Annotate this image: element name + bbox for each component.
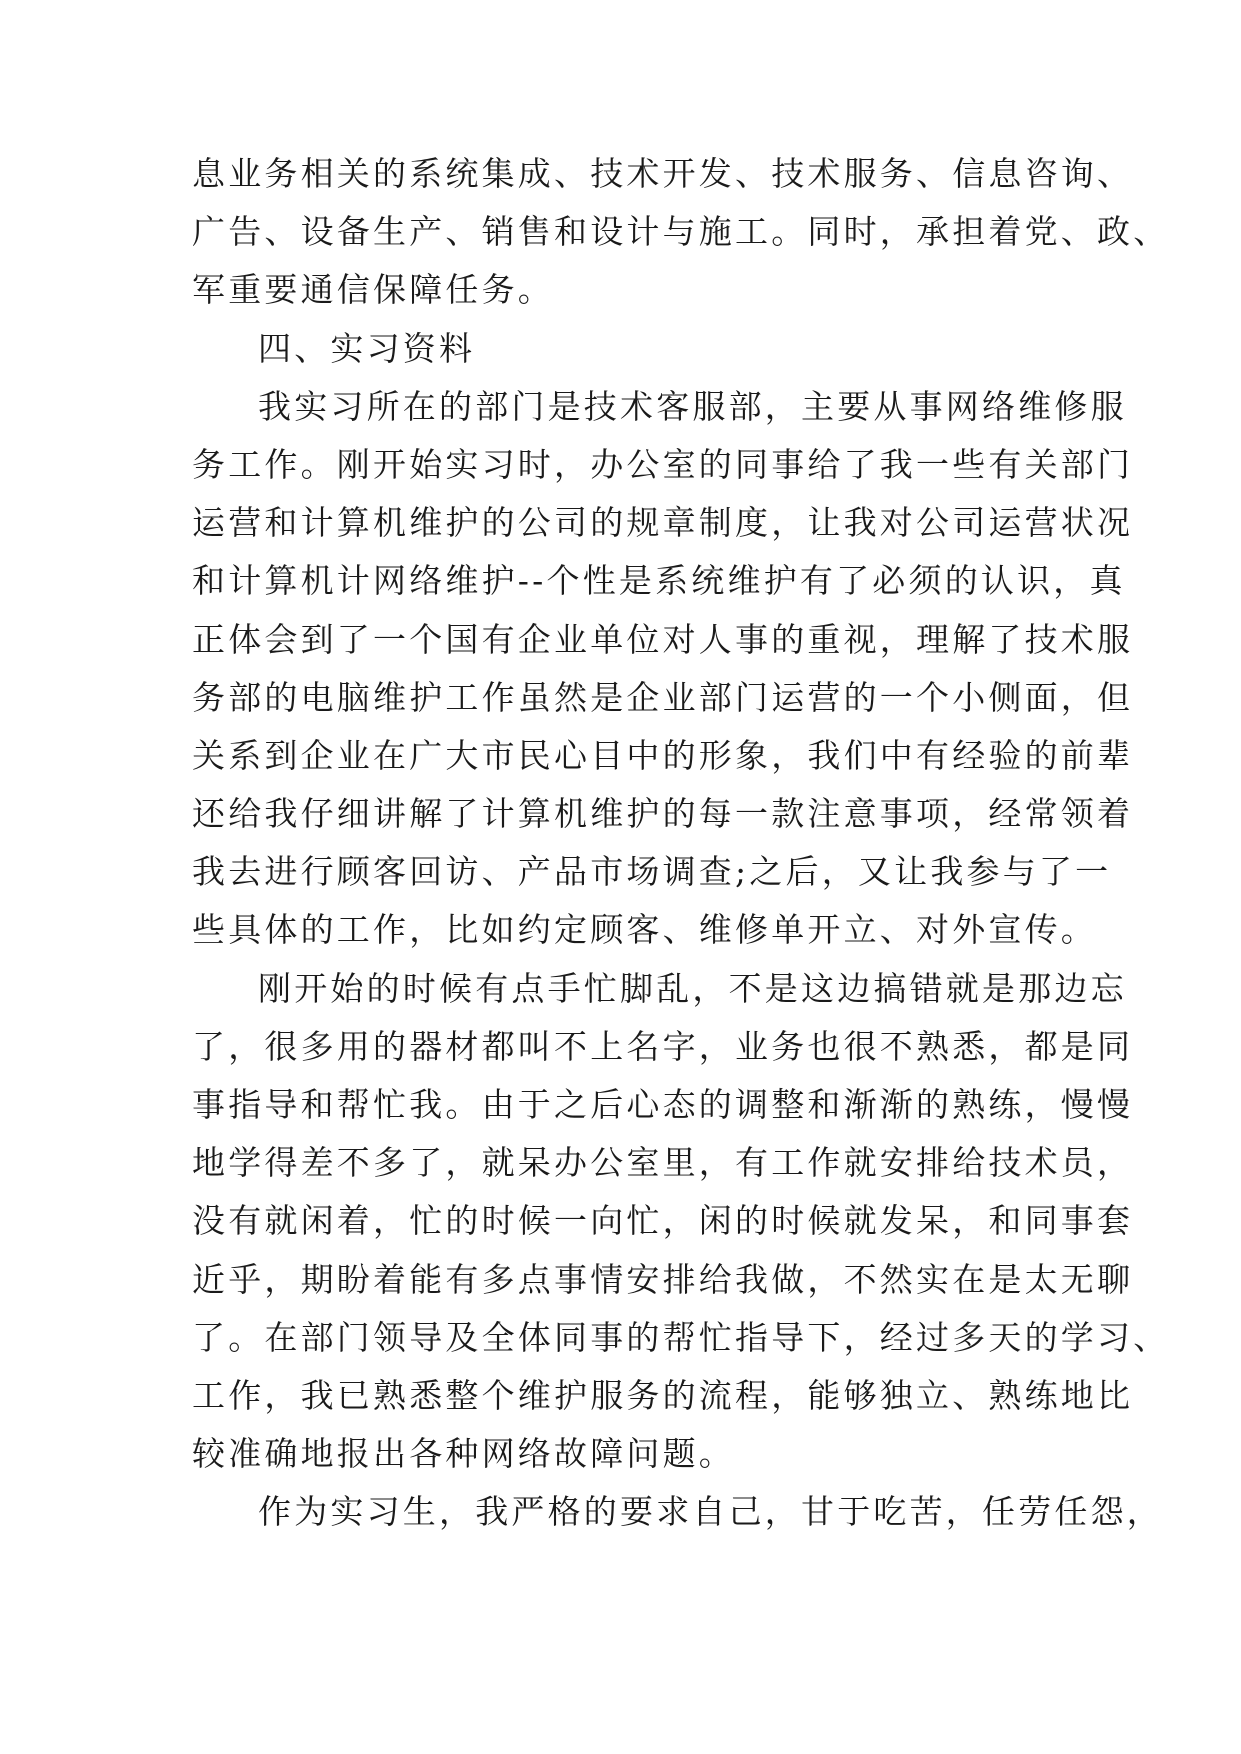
text-line: 务部的电脑维护工作虽然是企业部门运营的一个小侧面，但 [192,677,1134,717]
text-line: 近乎，期盼着能有多点事情安排给我做，不然实在是太无聊 [192,1259,1134,1299]
text-line: 和计算机计网络维护--个性是系统维护有了必须的认识，真 [192,561,1126,601]
text-line: 息业务相关的系统集成、技术开发、技术服务、信息咨询、 [192,154,1134,193]
text-line: 务工作。刚开始实习时，办公室的同事给了我一些有关部门 [192,444,1134,484]
text-line: 地学得差不多了，就呆办公室里，有工作就安排给技术员， [192,1143,1134,1183]
text-line: 事指导和帮忙我。由于之后心态的调整和渐渐的熟练，慢慢 [192,1085,1134,1124]
text-line: 关系到企业在广大市民心目中的形象，我们中有经验的前辈 [192,735,1134,775]
text-line: 了。在部门领导及全体同事的帮忙指导下，经过多天的学习、 [192,1317,1170,1357]
paragraph-start: 我实习所在的部门是技术客服部，主要从事网络维修服 [258,386,1127,426]
text-line: 些具体的工作，比如约定顾客、维修单开立、对外宣传。 [192,910,1097,950]
text-line: 还给我仔细讲解了计算机维护的每一款注意事项，经常领着 [192,794,1134,834]
text-line: 没有就闲着，忙的时候一向忙，闲的时候就发呆，和同事套 [192,1201,1134,1241]
paragraph-start: 作为实习生，我严格的要求自己，甘于吃苦，任劳任怨， [258,1492,1163,1532]
text-line: 我去进行顾客回访、产品市场调查;之后，又让我参与了一 [192,852,1112,892]
text-line: 运营和计算机维护的公司的规章制度，让我对公司运营状况 [192,503,1134,543]
text-line: 较准确地报出各种网络故障问题。 [192,1434,735,1474]
text-line: 军重要通信保障任务。 [192,270,554,310]
section-heading: 四、实习资料 [258,328,476,368]
document-body [192,145,1170,1542]
text-line: 了，很多用的器材都叫不上名字，业务也很不熟悉，都是同 [192,1026,1134,1066]
paragraph-start: 刚开始的时候有点手忙脚乱，不是这边搞错就是那边忘 [258,968,1127,1008]
text-line: 工作，我已熟悉整个维护服务的流程，能够独立、熟练地比 [192,1375,1134,1415]
text-line: 广告、设备生产、销售和设计与施工。同时，承担着党、政、 [192,212,1170,252]
text-line: 正体会到了一个国有企业单位对人事的重视，理解了技术服 [192,619,1134,659]
